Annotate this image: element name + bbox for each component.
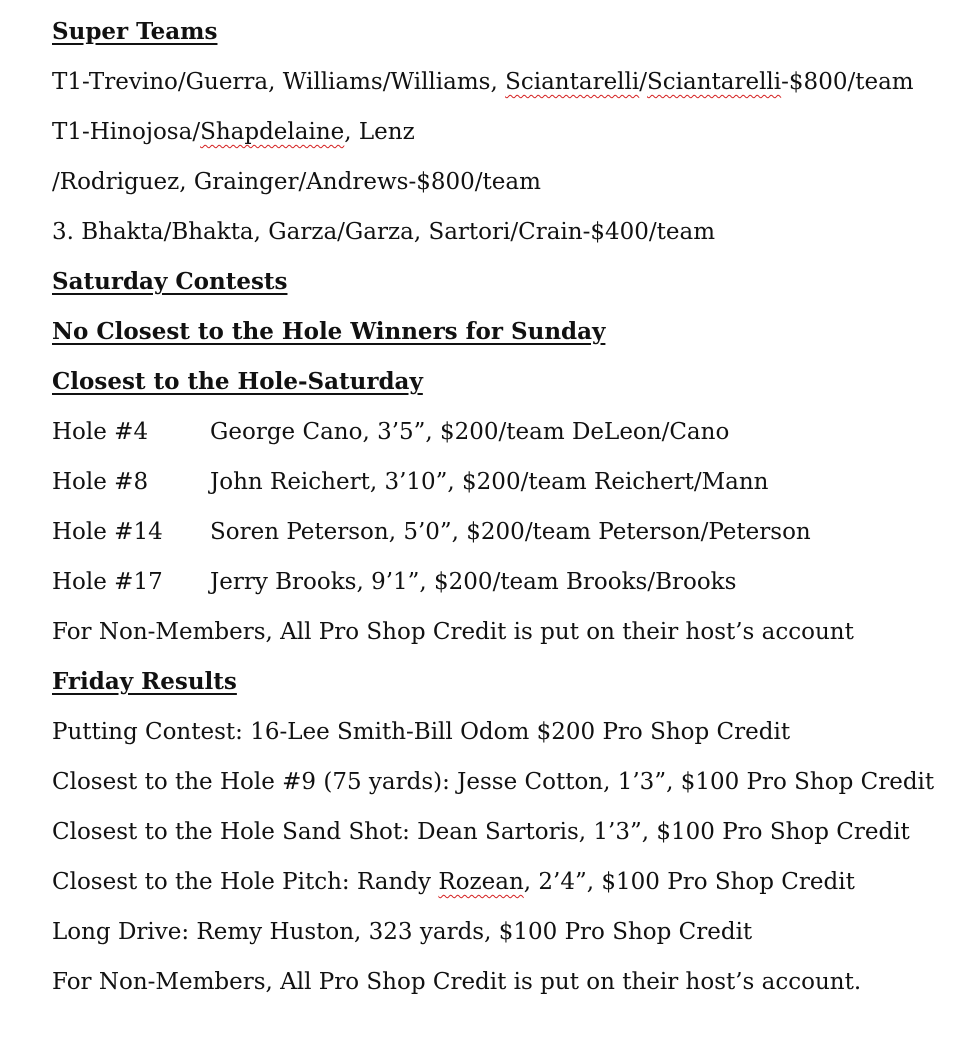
hole-label: Hole #4 <box>52 419 149 445</box>
hole-row <box>52 514 932 564</box>
no-ctp-heading-line <box>52 314 932 364</box>
hole-row <box>52 414 932 464</box>
super-teams-line-1 <box>52 64 932 114</box>
hole-detail: John Reichert, 3’10”, $200/team Reichert/Mann <box>210 469 769 495</box>
super-teams-heading: Super Teams <box>52 18 218 45</box>
no-ctp-sunday-heading: No Closest to the Hole Winners for Sunday <box>52 318 606 345</box>
hole-detail: Jerry Brooks, 9’1”, $200/team Brooks/Brooks <box>210 569 737 595</box>
hole-row <box>52 564 932 614</box>
pitch-line <box>52 864 932 914</box>
friday-heading-line <box>52 664 932 714</box>
super-teams-line-1-slash: / <box>639 69 647 95</box>
super-teams-line-4: 3. Bhakta/Bhakta, Garza/Garza, Sartori/Crain-$400/team <box>52 219 716 245</box>
putting-contest-line: Putting Contest: 16-Lee Smith-Bill Odom $200 Pro Shop Credit <box>52 719 791 745</box>
hole-detail: George Cano, 3’5”, $200/team DeLeon/Cano <box>210 419 730 445</box>
long-drive-line: Long Drive: Remy Huston, 323 yards, $100 Pro Shop Credit <box>52 919 753 945</box>
friday-non-member-note: For Non-Members, All Pro Shop Credit is put on their host’s account. <box>52 969 862 995</box>
saturday-heading-line <box>52 264 932 314</box>
spelling-flag-rozean[interactable]: Rozean <box>438 869 524 895</box>
super-teams-line-2-prefix: T1-Hinojosa/ <box>52 119 201 145</box>
hole-label: Hole #14 <box>52 519 163 545</box>
super-teams-line-1-suffix: -$800/team <box>781 69 914 95</box>
hole-row <box>52 464 932 514</box>
ctp-hole-9-line: Closest to the Hole #9 (75 yards): Jesse Cotton, 1’3”, $100 Pro Shop Credit <box>52 769 935 795</box>
document-body <box>52 14 935 1014</box>
super-teams-line-3: /Rodriguez, Grainger/Andrews-$800/team <box>52 169 541 195</box>
super-teams-line-2 <box>52 114 932 164</box>
super-teams-line-1-prefix: T1-Trevino/Guerra, Williams/Williams, <box>52 69 506 95</box>
saturday-contests-heading: Saturday Contests <box>52 268 288 295</box>
ctp-saturday-heading-line <box>52 364 932 414</box>
super-teams-heading-line <box>52 14 932 64</box>
hole-label: Hole #8 <box>52 469 149 495</box>
saturday-non-member-note: For Non-Members, All Pro Shop Credit is put on their host’s account <box>52 619 854 645</box>
pitch-line-suffix: , 2’4”, $100 Pro Shop Credit <box>523 869 855 895</box>
hole-detail: Soren Peterson, 5’0”, $200/team Peterson/Peterson <box>210 519 811 545</box>
spelling-flag-name-a[interactable]: Sciantarelli <box>505 69 640 95</box>
sand-shot-line: Closest to the Hole Sand Shot: Dean Sartoris, 1’3”, $100 Pro Shop Credit <box>52 819 910 845</box>
hole-label: Hole #17 <box>52 569 163 595</box>
super-teams-line-2-suffix: , Lenz <box>344 119 415 145</box>
ctp-saturday-heading: Closest to the Hole-Saturday <box>52 368 423 395</box>
pitch-line-prefix: Closest to the Hole Pitch: Randy <box>52 869 439 895</box>
spelling-flag-name-b[interactable]: Sciantarelli <box>647 69 782 95</box>
friday-results-heading: Friday Results <box>52 668 237 695</box>
spelling-flag-shapdelaine[interactable]: Shapdelaine <box>200 119 345 145</box>
